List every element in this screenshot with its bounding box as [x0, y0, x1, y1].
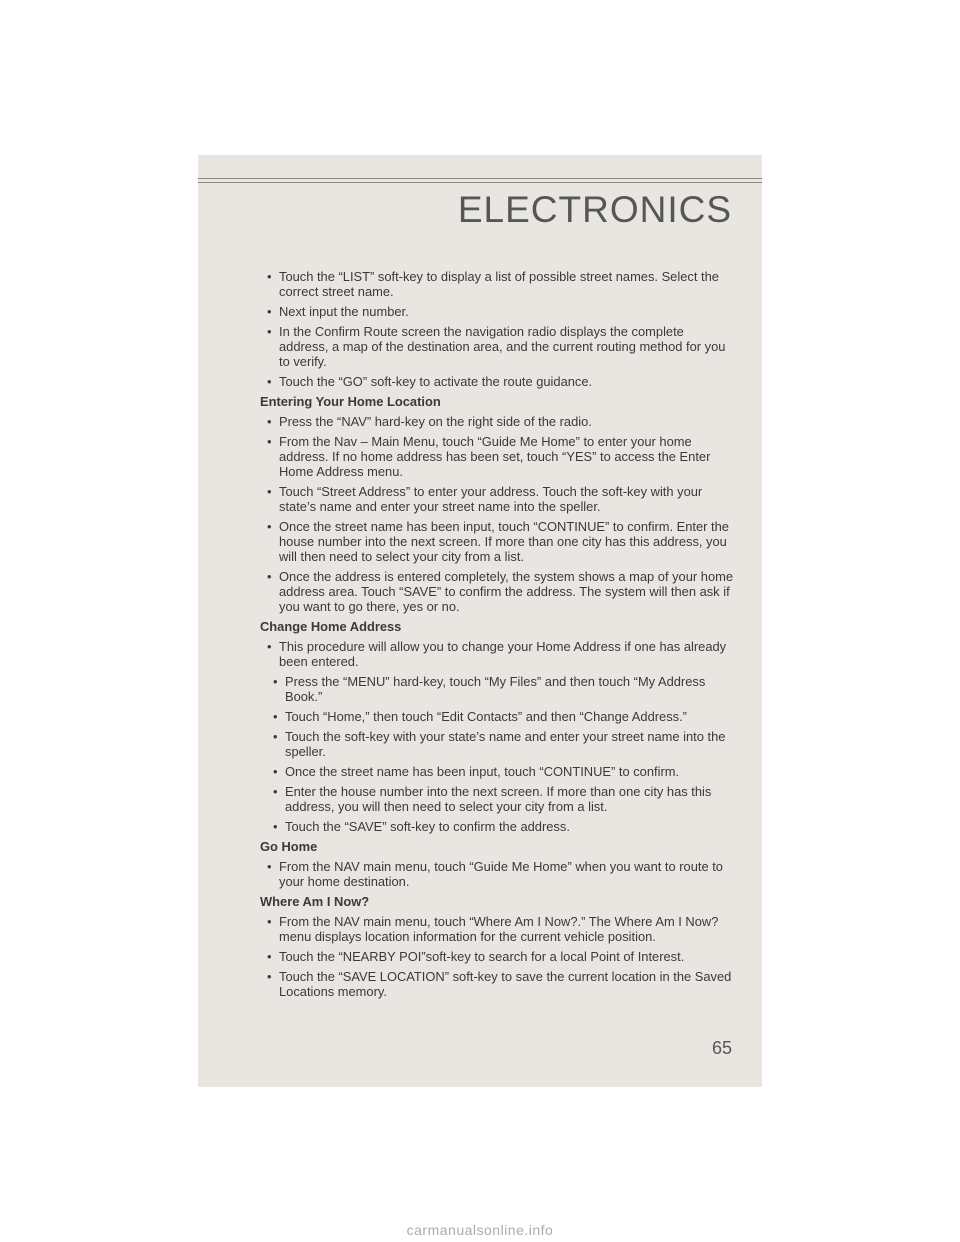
- sub-list-item: • Touch the soft-key with your state’s name and enter your street name into the speller.: [273, 729, 726, 759]
- list-item: • Once the address is entered completely, the system shows a map of your home address area. Touch “SAVE” to confirm the address. The system will then ask if you want to go there, yes or no.: [267, 569, 734, 614]
- sub-list-item: • Once the street name has been input, touch “CONTINUE” to confirm.: [273, 764, 680, 779]
- heading-entering-home-location: Entering Your Home Location: [260, 394, 441, 409]
- section-title: ELECTRONICS: [457, 189, 732, 230]
- page-content: [260, 269, 736, 1004]
- list-item: • Touch the “SAVE LOCATION” soft-key to save the current location in the Saved Locations memory.: [267, 969, 732, 999]
- page-number: 65: [711, 1038, 732, 1058]
- list-item: • From the Nav – Main Menu, touch “Guide Me Home” to enter your home address. If no home address has been set, touch “YES” to access the Enter Home Address menu.: [267, 434, 711, 479]
- list-item: • Next input the number.: [267, 304, 409, 319]
- watermark: carmanualsonline.info: [406, 1222, 554, 1238]
- manual-page: [198, 155, 762, 1087]
- sub-list-item: • Touch the “SAVE” soft-key to confirm the address.: [273, 819, 570, 834]
- list-item: • Press the “NAV” hard-key on the right side of the radio.: [267, 414, 592, 429]
- list-item: • Touch the “GO” soft-key to activate the route guidance.: [267, 374, 593, 389]
- list-item: • In the Confirm Route screen the navigation radio displays the complete address, a map of the destination area, and the current routing method for you to verify.: [267, 324, 726, 369]
- header-rule-bottom: [198, 182, 762, 183]
- list-item: • Touch “Street Address” to enter your address. Touch the soft-key with your state’s name and enter your street name into the speller.: [267, 484, 703, 514]
- heading-where-am-i-now: Where Am I Now?: [260, 894, 370, 909]
- list-item: • Once the street name has been input, touch “CONTINUE” to confirm. Enter the house number into the next screen. If more than one city has this address, you will then need to select your city from a list.: [267, 519, 729, 564]
- sub-list-item: • Enter the house number into the next screen. If more than one city has this address, you will then need to select your city from a list.: [273, 784, 712, 814]
- sub-list-item: • Touch “Home,” then touch “Edit Contacts” and then “Change Address.”: [273, 709, 687, 724]
- list-item: • This procedure will allow you to change your Home Address if one has already been entered.: [267, 639, 727, 669]
- list-item: • Touch the “NEARBY POI”soft-key to search for a local Point of Interest.: [267, 949, 685, 964]
- heading-go-home: Go Home: [260, 839, 318, 854]
- sub-list-item: • Press the “MENU” hard-key, touch “My Files” and then touch “My Address Book.”: [273, 674, 706, 704]
- list-item: • From the NAV main menu, touch “Where Am I Now?.” The Where Am I Now? menu displays location information for the current vehicle position.: [267, 914, 719, 944]
- heading-change-home-address: Change Home Address: [260, 619, 402, 634]
- list-item: • Touch the “LIST” soft-key to display a list of possible street names. Select the correct street name.: [267, 269, 719, 299]
- header-rule-top: [198, 178, 762, 179]
- list-item: • From the NAV main menu, touch “Guide Me Home” when you want to route to your home destination.: [267, 859, 723, 889]
